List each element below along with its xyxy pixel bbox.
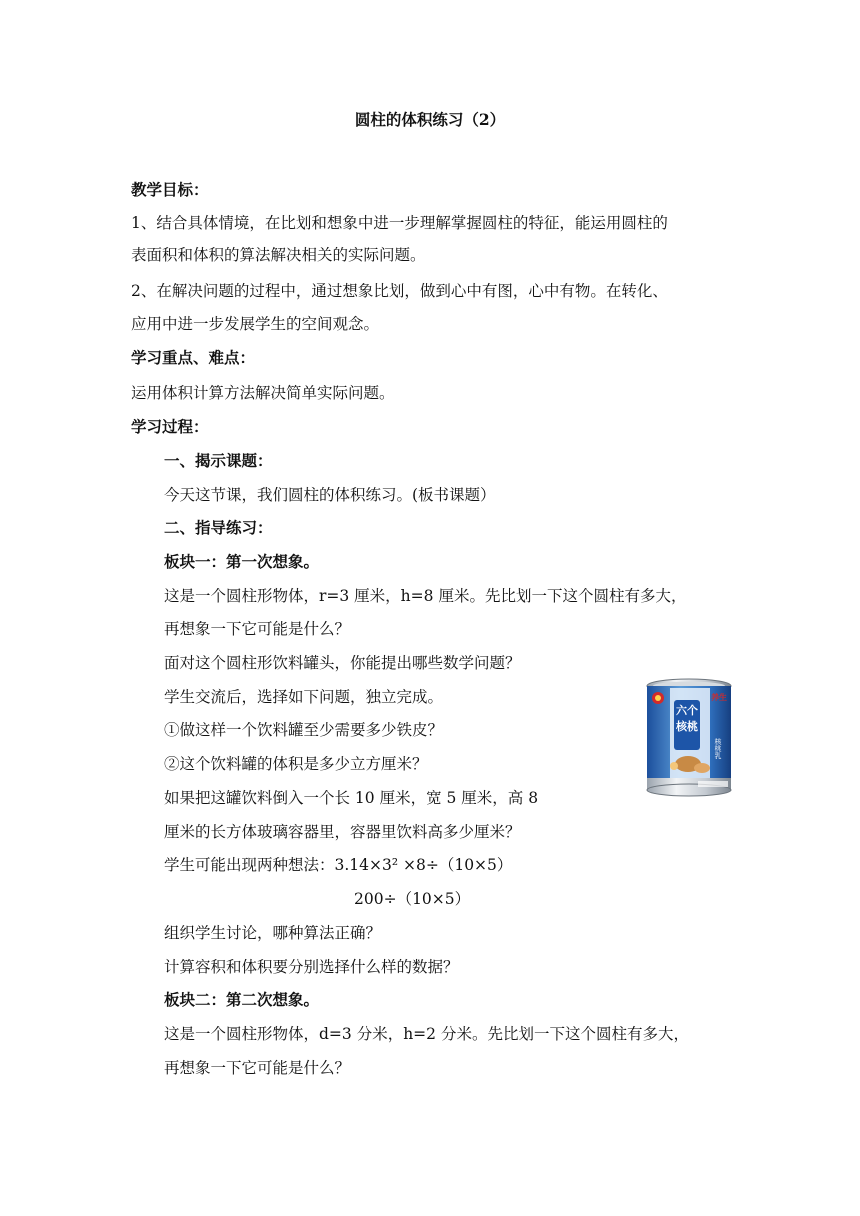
process-heading: 学习过程：: [131, 417, 209, 436]
page-title: 圆柱的体积练习（2）: [354, 110, 506, 129]
block-1-line-1: 这是一个圆柱形物体，r=3 厘米，h=8 厘米。先比划一下这个圆柱有多大，: [164, 587, 687, 605]
part-1-text: 今天这节课，我们圆柱的体积练习。(板书课题）: [164, 486, 496, 504]
goal-1-line-1: 1、结合具体情境，在比划和想象中进一步理解掌握圆柱的特征，能运用圆柱的: [131, 214, 668, 232]
goal-2-line-2: 应用中进一步发展学生的空间观念。: [131, 315, 380, 333]
block-1-line-3: 面对这个圆柱形饮料罐头，你能提出哪些数学问题？: [164, 654, 521, 672]
goal-1-line-2: 表面积和体积的算法解决相关的实际问题。: [131, 246, 426, 264]
part-2-heading: 二、指导练习：: [164, 518, 273, 537]
block-1-line-2: 再想象一下它可能是什么？: [164, 620, 351, 638]
key-points-heading: 学习重点、难点：: [131, 348, 256, 367]
block-1-line-6: 厘米的长方体玻璃容器里，容器里饮料高多少厘米？: [164, 823, 521, 841]
block-1-heading: 板块一：第一次想象。: [164, 552, 320, 571]
block-2-line-1: 这是一个圆柱形物体，d=3 分米，h=2 分米。先比划一下这个圆柱有多大，: [164, 1025, 689, 1043]
block-1-line-7: 学生可能出现两种想法：3.14×3² ×8÷（10×5）: [164, 856, 513, 874]
svg-text:核桃乳: 核桃乳: [714, 738, 722, 759]
can-brand-main: 六个: [676, 704, 698, 717]
svg-text:养生: 养生: [711, 693, 727, 702]
block-1-line-10: 计算容积和体积要分别选择什么样的数据？: [164, 958, 459, 976]
svg-text:核桃: 核桃: [676, 720, 698, 733]
block-2-heading: 板块二：第二次想象。: [164, 990, 320, 1009]
goals-heading: 教学目标：: [131, 180, 209, 199]
block-1-line-5: 如果把这罐饮料倒入一个长 10 厘米，宽 5 厘米，高 8: [164, 789, 539, 807]
goal-2-line-1: 2、在解决问题的过程中，通过想象比划，做到心中有图，心中有物。在转化、: [131, 282, 668, 300]
part-1-heading: 一、揭示课题：: [164, 451, 273, 470]
block-1-line-9: 组织学生讨论，哪种算法正确？: [164, 924, 382, 942]
key-points-text: 运用体积计算方法解决简单实际问题。: [131, 384, 395, 402]
block-1-question-1: ①做这样一个饮料罐至少需要多少铁皮？: [164, 721, 444, 739]
block-2-line-2: 再想象一下它可能是什么？: [164, 1059, 351, 1077]
block-1-question-2: ②这个饮料罐的体积是多少立方厘米？: [164, 755, 428, 773]
walnut-drink-can-image: [640, 678, 738, 800]
block-1-line-4: 学生交流后，选择如下问题，独立完成。: [164, 688, 444, 706]
block-1-line-8: 200÷（10×5）: [354, 890, 471, 908]
